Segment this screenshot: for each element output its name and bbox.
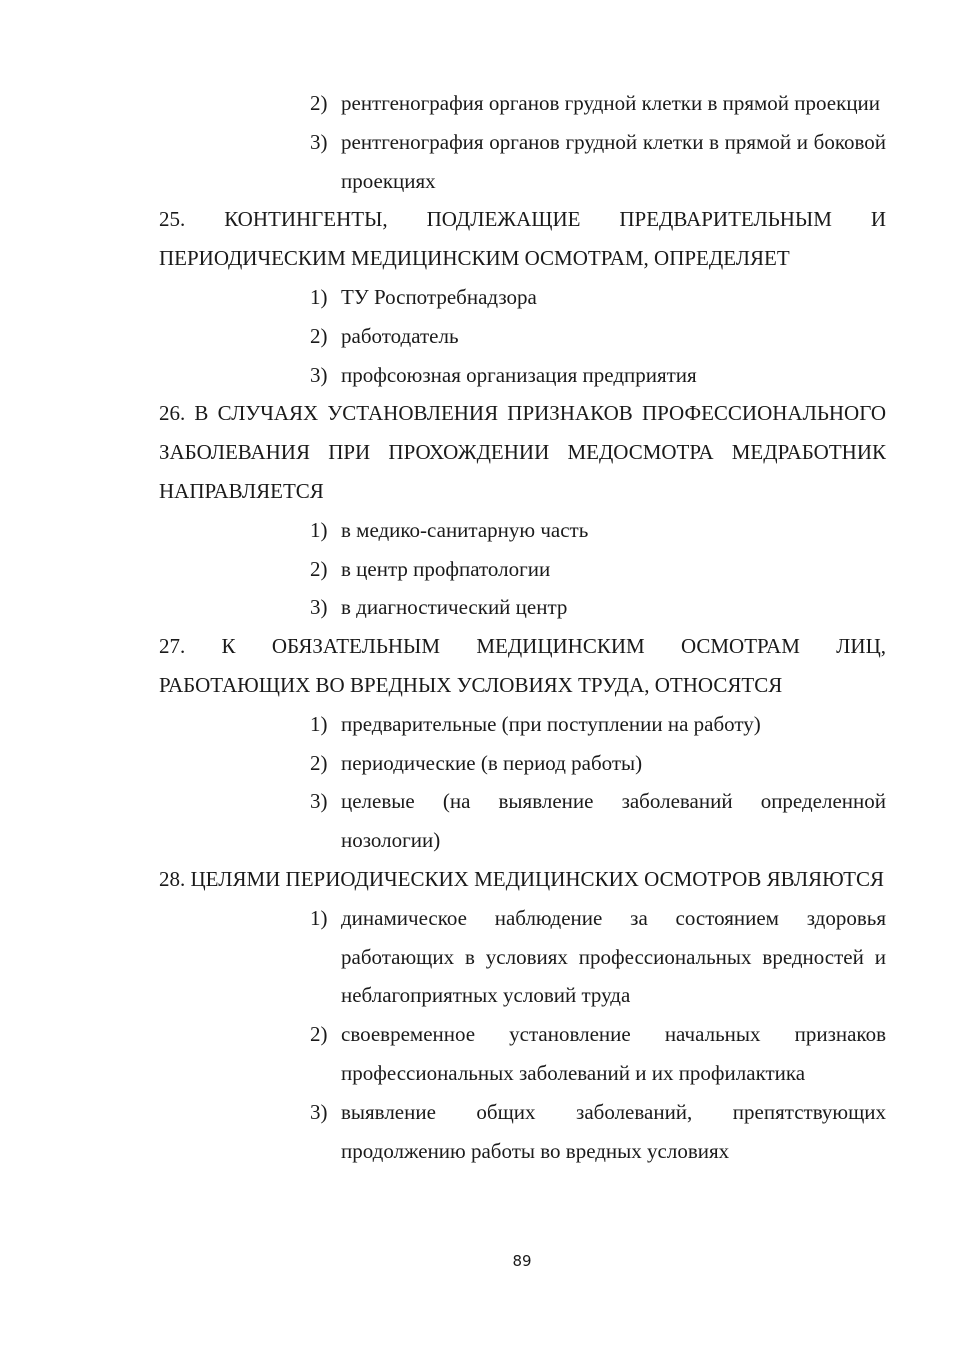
option-item bbox=[159, 588, 886, 627]
option-item bbox=[159, 744, 886, 783]
option-number: 3) bbox=[310, 595, 328, 620]
question-27 bbox=[159, 627, 886, 705]
option-text: профсоюзная организация предприятия bbox=[341, 362, 697, 387]
question-text: К ОБЯЗАТЕЛЬНЫМ МЕДИЦИНСКИМ ОСМОТРАМ ЛИЦ, РАБОТАЮЩИХ ВО ВРЕДНЫХ УСЛОВИЯХ ТРУДА, ОТНОСЯТСЯ bbox=[159, 634, 886, 697]
option-text: работодатель bbox=[341, 323, 459, 348]
option-number: 1) bbox=[310, 517, 328, 542]
option-text: предварительные (при поступлении на работу) bbox=[341, 711, 761, 736]
option-number: 2) bbox=[310, 323, 328, 348]
option-item bbox=[159, 705, 886, 744]
option-number: 2) bbox=[310, 556, 328, 581]
option-item bbox=[159, 899, 886, 1015]
option-number: 1) bbox=[310, 905, 328, 930]
option-text: рентгенография органов грудной клетки в прямой проекции bbox=[341, 91, 881, 115]
option-text: в диагностический центр bbox=[341, 595, 568, 620]
question-26 bbox=[159, 394, 886, 510]
option-text: выявление общих заболеваний, препятствующих продолжению работы во вредных условиях bbox=[341, 1099, 886, 1163]
question-number: 25. bbox=[159, 207, 186, 232]
option-text: целевые (на выявление заболеваний определенной нозологии) bbox=[341, 789, 886, 853]
question-text: КОНТИНГЕНТЫ, ПОДЛЕЖАЩИЕ ПРЕДВАРИТЕЛЬНЫМ И ПЕРИОДИЧЕСКИМ МЕДИЦИНСКИМ ОСМОТРАМ, ОПРЕДЕЛЯЕТ bbox=[159, 207, 887, 271]
option-text: своевременное установление начальных признаков профессиональных заболеваний и их профилактика bbox=[341, 1022, 886, 1085]
option-item bbox=[159, 511, 886, 550]
option-text: рентгенография органов грудной клетки в прямой и боковой проекциях bbox=[341, 129, 886, 193]
option-number: 2) bbox=[310, 750, 328, 775]
option-number: 1) bbox=[310, 711, 328, 736]
option-text: в центр профпатологии bbox=[341, 556, 551, 581]
question-number: 28. bbox=[159, 866, 186, 891]
option-item bbox=[159, 550, 886, 589]
test-questions-content bbox=[159, 84, 886, 1170]
option-number: 2) bbox=[310, 1022, 328, 1047]
option-item bbox=[159, 84, 886, 123]
option-item bbox=[159, 278, 886, 317]
option-text: динамическое наблюдение за состоянием здоровья работающих в условиях профессиональных вредностей и неблагоприятных условий труда bbox=[341, 905, 886, 1008]
option-item bbox=[159, 1093, 886, 1171]
option-text: ТУ Роспотребнадзора bbox=[341, 284, 537, 309]
question-28 bbox=[159, 860, 886, 899]
option-text: периодические (в период работы) bbox=[341, 750, 643, 775]
question-text: В СЛУЧАЯХ УСТАНОВЛЕНИЯ ПРИЗНАКОВ ПРОФЕССИОНАЛЬНОГО ЗАБОЛЕВАНИЯ ПРИ ПРОХОЖДЕНИИ МЕДОСМОТРА МЕДРАБОТНИК НАПРАВЛЯЕТСЯ bbox=[159, 401, 886, 503]
question-text: ЦЕЛЯМИ ПЕРИОДИЧЕСКИХ МЕДИЦИНСКИХ ОСМОТРОВ ЯВЛЯЮТСЯ bbox=[190, 866, 884, 891]
question-number: 26. bbox=[159, 401, 186, 426]
option-number: 3) bbox=[310, 789, 328, 814]
option-item bbox=[159, 356, 886, 395]
question-number: 27. bbox=[159, 634, 186, 659]
page-number: 89 bbox=[512, 1252, 532, 1270]
option-text: в медико-санитарную часть bbox=[341, 517, 589, 542]
option-item bbox=[159, 782, 886, 860]
option-number: 3) bbox=[310, 1099, 328, 1124]
option-number: 1) bbox=[310, 284, 328, 309]
option-item bbox=[159, 317, 886, 356]
option-number: 2) bbox=[310, 91, 328, 115]
question-25 bbox=[159, 200, 886, 278]
option-item bbox=[159, 1015, 886, 1093]
option-item bbox=[159, 123, 886, 201]
option-number: 3) bbox=[310, 129, 328, 154]
option-number: 3) bbox=[310, 362, 328, 387]
